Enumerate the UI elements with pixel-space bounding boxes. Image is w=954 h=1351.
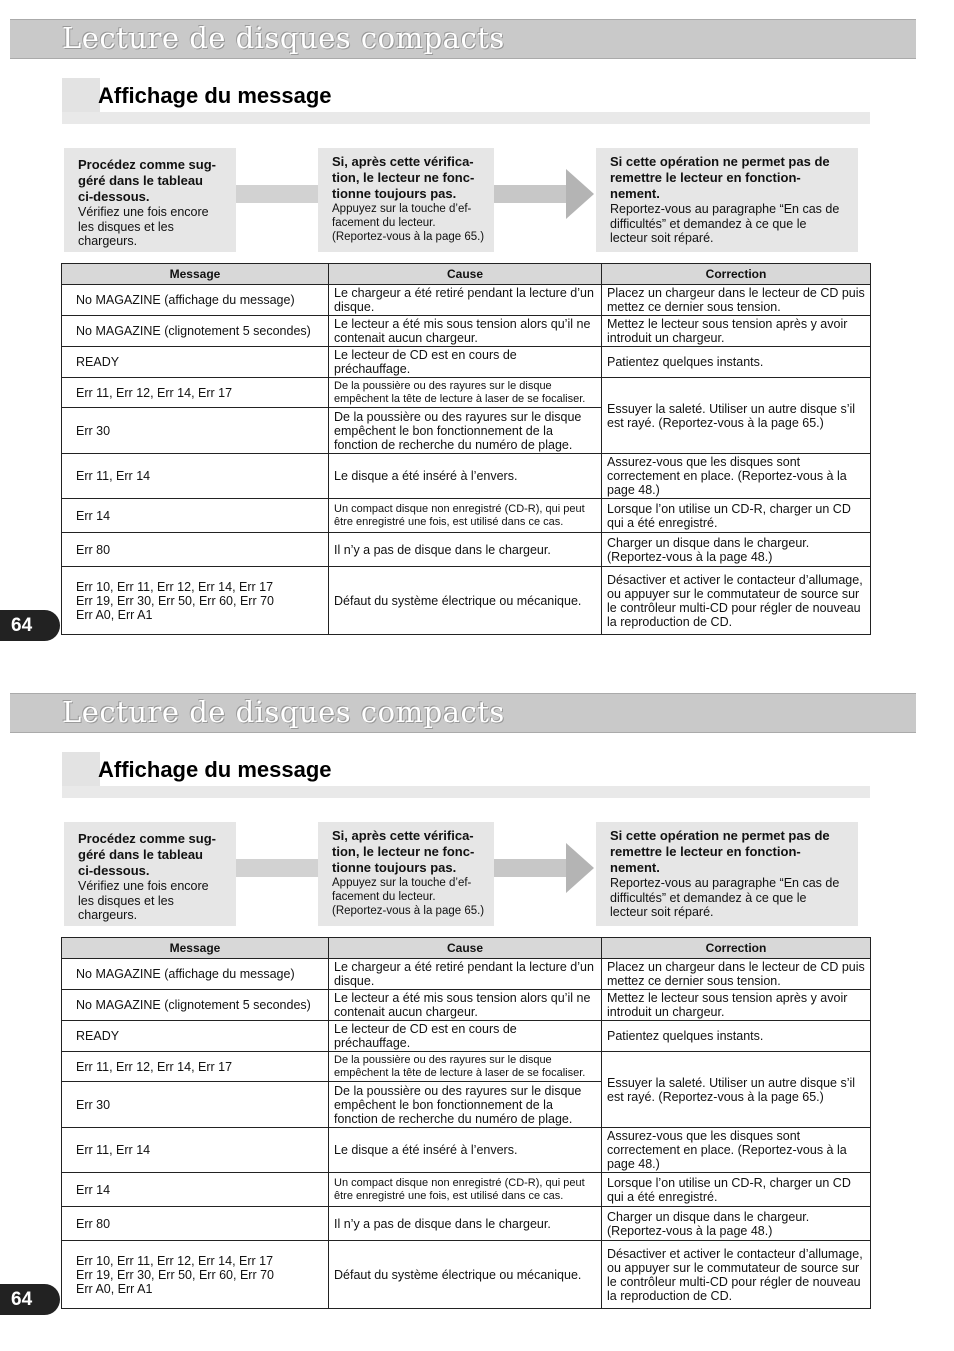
correction-cell: Lorsque l’on utilise un CD-R, charger un CD qui a été enregistré. [602, 499, 871, 533]
cause-cell: Il n’y a pas de disque dans le chargeur. [329, 533, 602, 567]
column-header-cause: Cause [329, 938, 602, 959]
cause-cell: De la poussière ou des rayures sur le disque empêchent la tête de lecture à laser de se focaliser. [329, 1052, 602, 1082]
correction-cell: Placez un chargeur dans le lecteur de CD puis mettez ce dernier sous tension. [602, 285, 871, 316]
message-table [61, 263, 871, 635]
message-cell: Err 14 [62, 499, 329, 533]
message-cell: Err 10, Err 11, Err 12, Err 14, Err 17 Err 19, Err 30, Err 50, Err 60, Err 70 Err A0, Err A1 [62, 1241, 329, 1309]
message-cell: Err 14 [62, 1173, 329, 1207]
step-text: Vérifiez une fois encore les disques et les chargeurs. [78, 205, 209, 248]
table-row [62, 378, 871, 408]
cause-cell: Défaut du système électrique ou mécanique. [329, 567, 602, 635]
correction-cell: Charger un disque dans le chargeur. (Reportez-vous à la page 48.) [602, 1207, 871, 1241]
message-cell: No MAGAZINE (clignotement 5 secondes) [62, 990, 329, 1021]
correction-cell: Patientez quelques instants. [602, 1021, 871, 1052]
step-heading: Si, après cette vérifica- tion, le lecteur ne fonc- tionne toujours pas. [332, 154, 475, 201]
section-banner [10, 693, 916, 733]
table-row [62, 533, 871, 567]
procedure-step-3 [596, 148, 858, 252]
heading-shade [62, 78, 100, 112]
column-header-cause: Cause [329, 264, 602, 285]
correction-cell: Mettez le lecteur sous tension après y avoir introduit un chargeur. [602, 990, 871, 1021]
message-cell: Err 11, Err 14 [62, 1128, 329, 1173]
correction-cell: Assurez-vous que les disques sont correctement en place. (Reportez-vous à la page 48.) [602, 1128, 871, 1173]
table-row [62, 1241, 871, 1309]
message-cell: READY [62, 1021, 329, 1052]
banner-title: Lecture de disques compacts [62, 21, 505, 55]
correction-cell: Charger un disque dans le chargeur. (Reportez-vous à la page 48.) [602, 533, 871, 567]
procedure-step-2 [318, 822, 494, 926]
cause-cell: Le chargeur a été retiré pendant la lecture d’un disque. [329, 285, 602, 316]
cause-cell: Un compact disque non enregistré (CD-R), qui peut être enregistré une fois, est utilisé dans ce cas. [329, 499, 602, 533]
page-number: 64 [0, 1284, 60, 1315]
correction-cell: Placez un chargeur dans le lecteur de CD puis mettez ce dernier sous tension. [602, 959, 871, 990]
message-cell: Err 11, Err 14 [62, 454, 329, 499]
procedure-step-2 [318, 148, 494, 252]
table-row [62, 499, 871, 533]
table-row [62, 1021, 871, 1052]
table-row [62, 454, 871, 499]
cause-cell: Il n’y a pas de disque dans le chargeur. [329, 1207, 602, 1241]
cause-cell: Le lecteur de CD est en cours de préchauffage. [329, 1021, 602, 1052]
message-cell: Err 80 [62, 1207, 329, 1241]
correction-cell: Essuyer la saleté. Utiliser un autre disque s’il est rayé. (Reportez-vous à la page 65.) [602, 1052, 871, 1128]
table-row [62, 1173, 871, 1207]
column-header-correction: Correction [602, 938, 871, 959]
step-text: Reportez-vous au paragraphe “En cas de difficultés” et demandez à ce que le lecteur soit réparé. [610, 876, 840, 919]
cause-cell: Le lecteur a été mis sous tension alors qu’il ne contenait aucun chargeur. [329, 990, 602, 1021]
message-cell: Err 30 [62, 1082, 329, 1128]
message-cell: No MAGAZINE (clignotement 5 secondes) [62, 316, 329, 347]
page-number: 64 [0, 610, 60, 641]
message-cell: Err 11, Err 12, Err 14, Err 17 [62, 1052, 329, 1082]
column-header-correction: Correction [602, 264, 871, 285]
table-row [62, 285, 871, 316]
table-header-row [62, 938, 871, 959]
page-copy-2 [0, 674, 954, 1310]
correction-cell: Patientez quelques instants. [602, 347, 871, 378]
heading-shade [62, 752, 100, 786]
cause-cell: De la poussière ou des rayures sur le disque empêchent la tête de lecture à laser de se focaliser. [329, 378, 602, 408]
table-row [62, 1128, 871, 1173]
cause-cell: Le disque a été inséré à l’envers. [329, 1128, 602, 1173]
step-text: Appuyez sur la touche d’ef- facement du lecteur. (Reportez-vous à la page 65.) [332, 877, 485, 917]
message-cell: No MAGAZINE (affichage du message) [62, 959, 329, 990]
column-header-message: Message [62, 938, 329, 959]
correction-cell: Désactiver et activer le contacteur d’allumage, ou appuyer sur le commutateur de source sur le contrôleur multi-CD pour régler de nouveau la reproduction de CD. [602, 1241, 871, 1309]
page-copy-1 [0, 0, 954, 636]
cause-cell: Un compact disque non enregistré (CD-R), qui peut être enregistré une fois, est utilisé dans ce cas. [329, 1173, 602, 1207]
step-heading: Si cette opération ne permet pas de remettre le lecteur en fonction- nement. [610, 828, 830, 875]
correction-cell: Essuyer la saleté. Utiliser un autre disque s’il est rayé. (Reportez-vous à la page 65.) [602, 378, 871, 454]
column-header-message: Message [62, 264, 329, 285]
arrow-right-icon [566, 843, 594, 893]
heading-rule [62, 112, 870, 124]
step-heading: Si cette opération ne permet pas de remettre le lecteur en fonction- nement. [610, 154, 830, 201]
table-row [62, 1052, 871, 1082]
cause-cell: Le lecteur a été mis sous tension alors qu’il ne contenait aucun chargeur. [329, 316, 602, 347]
step-connector [494, 185, 568, 203]
cause-cell: Le lecteur de CD est en cours de préchauffage. [329, 347, 602, 378]
message-cell: READY [62, 347, 329, 378]
procedure-step-1 [64, 148, 236, 252]
message-cell: Err 30 [62, 408, 329, 454]
message-cell: Err 10, Err 11, Err 12, Err 14, Err 17 Err 19, Err 30, Err 50, Err 60, Err 70 Err A0, Err A1 [62, 567, 329, 635]
table-row [62, 1207, 871, 1241]
cause-cell: De la poussière ou des rayures sur le disque empêchent le bon fonctionnement de la fonction de recherche du numéro de plage. [329, 1082, 602, 1128]
procedure-step-3 [596, 822, 858, 926]
step-connector [236, 859, 318, 877]
table-row [62, 567, 871, 635]
section-title: Affichage du message [98, 757, 332, 782]
step-connector [236, 185, 318, 203]
step-text: Appuyez sur la touche d’ef- facement du lecteur. (Reportez-vous à la page 65.) [332, 203, 485, 243]
table-row [62, 990, 871, 1021]
banner-title: Lecture de disques compacts [62, 695, 505, 729]
step-heading: Procédez comme sug- géré dans le tableau ci-dessous. [78, 831, 216, 878]
message-cell: Err 11, Err 12, Err 14, Err 17 [62, 378, 329, 408]
table-header-row [62, 264, 871, 285]
correction-cell: Lorsque l’on utilise un CD-R, charger un CD qui a été enregistré. [602, 1173, 871, 1207]
correction-cell: Assurez-vous que les disques sont correctement en place. (Reportez-vous à la page 48.) [602, 454, 871, 499]
section-heading [62, 78, 870, 124]
correction-cell: Mettez le lecteur sous tension après y avoir introduit un chargeur. [602, 316, 871, 347]
step-connector [494, 859, 568, 877]
message-table [61, 937, 871, 1309]
table-row [62, 347, 871, 378]
section-heading [62, 752, 870, 798]
step-heading: Si, après cette vérifica- tion, le lecteur ne fonc- tionne toujours pas. [332, 828, 475, 875]
message-cell: No MAGAZINE (affichage du message) [62, 285, 329, 316]
table-row [62, 316, 871, 347]
section-banner [10, 19, 916, 59]
arrow-right-icon [566, 169, 594, 219]
message-cell: Err 80 [62, 533, 329, 567]
heading-rule [62, 786, 870, 798]
cause-cell: Défaut du système électrique ou mécanique. [329, 1241, 602, 1309]
cause-cell: De la poussière ou des rayures sur le disque empêchent le bon fonctionnement de la fonction de recherche du numéro de plage. [329, 408, 602, 454]
cause-cell: Le disque a été inséré à l’envers. [329, 454, 602, 499]
correction-cell: Désactiver et activer le contacteur d’allumage, ou appuyer sur le commutateur de source sur le contrôleur multi-CD pour régler de nouveau la reproduction de CD. [602, 567, 871, 635]
procedure-step-1 [64, 822, 236, 926]
step-text: Vérifiez une fois encore les disques et les chargeurs. [78, 879, 209, 922]
cause-cell: Le chargeur a été retiré pendant la lecture d’un disque. [329, 959, 602, 990]
section-title: Affichage du message [98, 83, 332, 108]
table-row [62, 959, 871, 990]
step-heading: Procédez comme sug- géré dans le tableau ci-dessous. [78, 157, 216, 204]
step-text: Reportez-vous au paragraphe “En cas de difficultés” et demandez à ce que le lecteur soit réparé. [610, 202, 840, 245]
